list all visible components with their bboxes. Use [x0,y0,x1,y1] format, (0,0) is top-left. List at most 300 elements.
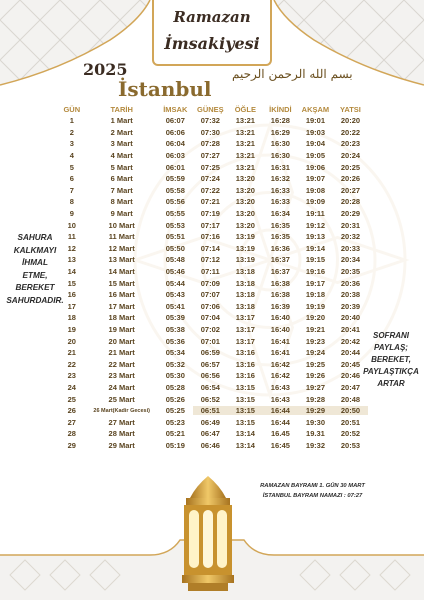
highlighted-cell: 19:29 [298,406,333,415]
table-cell: 05:39 [165,313,185,323]
table-cell: 19:12 [305,220,326,230]
table-cell: 20:52 [340,429,361,439]
table-cell [193,405,228,417]
table-cell: 22 [67,359,76,369]
table-cell: 06:59 [200,348,220,358]
table-cell: 28 [67,429,76,439]
table-cell: 19:15 [305,255,326,265]
table-row [58,289,368,301]
table-row [58,358,368,370]
table-cell: 1 [69,116,74,126]
table-cell: 14 Mart [108,267,135,277]
table-cell: 05:46 [165,267,185,277]
table-cell: 07:22 [200,185,220,195]
table-cell: 05:38 [165,324,185,334]
table-row [58,301,368,313]
table-cell: 16:35 [270,232,290,242]
table-cell: 05:50 [165,243,185,253]
table-cell: 06:03 [165,151,185,161]
table-cell: 16:41 [270,348,290,358]
table-cell: 19:05 [305,151,326,161]
table-cell: 10 Mart [108,220,135,230]
table-cell: 16 [67,290,76,300]
table-cell: 13:14 [235,429,255,439]
table-cell: 16:38 [270,290,290,300]
table-cell: 13:17 [235,324,255,334]
table-cell: 8 Mart [110,197,133,207]
table-cell: 06:57 [200,359,220,369]
page-subtitle: İmsakiyesi [164,34,260,53]
table-cell: 20:32 [340,232,361,242]
table-cell: 20:51 [340,417,361,427]
table-cell: 9 Mart [110,209,133,219]
table-cell: 07:21 [200,197,220,207]
table-header-row [58,104,368,115]
column-header: GÜNEŞ [196,105,224,114]
table-cell: 20:25 [340,162,361,172]
table-cell: 13 [67,255,76,265]
table-cell: 05:36 [165,336,185,346]
table-cell [333,405,368,417]
table-cell: 19:30 [305,417,326,427]
table-cell: 05:25 [165,406,185,416]
table-cell: 19:21 [305,324,326,334]
sahur-line: ETME, [22,270,48,280]
table-cell: 24 [67,382,76,392]
table-cell: 20:45 [340,359,361,369]
table-cell: 06:04 [165,139,185,149]
table-cell: 20:41 [340,324,361,334]
table-cell: 16:35 [270,220,290,230]
column-header: GÜN [63,105,81,114]
table-cell: 5 Mart [110,162,133,172]
bayram-prayer-time: İSTANBUL BAYRAM NAMAZI : 07:27 [262,493,363,499]
table-cell: 07:01 [200,336,220,346]
table-cell: 16:42 [270,359,290,369]
corner-ornament [254,0,424,105]
table-cell: 20:23 [340,139,361,149]
table-row [58,277,368,289]
table-cell: 15 [67,278,76,288]
sofra-line: SOFRANI [373,331,409,340]
table-cell: 20:47 [340,382,361,392]
table-cell: 05:19 [165,440,185,450]
table-cell: 20:38 [340,290,361,300]
table-cell: 05:51 [165,232,185,242]
table-cell: 29 [67,440,76,450]
table-cell: 3 Mart [110,139,133,149]
table-row [58,173,368,185]
table-cell: 13:19 [235,232,255,242]
table-cell: 19:27 [305,382,326,392]
table-cell: 16:34 [270,209,290,219]
table-cell: 16 Mart [108,290,135,300]
table-cell: 23 Mart [108,371,135,381]
table-cell: 13:21 [235,162,255,172]
table-cell: 25 Mart [108,394,135,404]
table-cell: 20:40 [340,313,361,323]
table-cell: 19 Mart [108,324,135,334]
table-cell: 20:33 [340,243,361,253]
table-cell: 16:43 [270,382,290,392]
table-cell: 20:22 [340,127,361,137]
table-cell: 16:43 [270,394,290,404]
table-cell: 05:44 [165,278,185,288]
table-cell: 05:58 [165,185,185,195]
table-cell: 16:33 [270,185,290,195]
table-cell: 17 Mart [108,301,135,311]
table-row [58,150,368,162]
table-cell: 16:38 [270,278,290,288]
table-cell: 18 Mart [108,313,135,323]
table-cell: 13:18 [235,290,255,300]
table-cell: 16:44 [270,417,290,427]
table-cell: 06:46 [200,440,220,450]
table-cell: 05:56 [165,197,185,207]
table-row [58,416,368,428]
table-cell: 07:24 [200,174,220,184]
table-cell: 16:45 [270,440,290,450]
table-cell: 20:34 [340,255,361,265]
table-cell: 05:34 [165,348,185,358]
table-cell: 12 Mart [108,243,135,253]
table-cell: 26 Mart(Kadir Gecesi) [93,407,150,414]
table-body [58,115,368,451]
table-cell: 19:11 [306,209,325,219]
column-header: İKİNDİ [269,105,292,114]
table-cell: 13:21 [235,116,255,126]
table-cell: 13:16 [235,371,255,381]
table-cell [298,405,333,417]
table-cell: 20:35 [340,267,361,277]
table-cell: 05:21 [165,429,185,439]
table-cell: 07:02 [200,324,220,334]
table-cell: 07:09 [200,278,220,288]
table-cell: 20:46 [340,371,361,381]
table-cell: 16:41 [270,336,290,346]
table-cell: 05:26 [165,394,185,404]
table-cell: 19:13 [305,232,326,242]
table-cell: 20:48 [340,394,361,404]
table-cell: 16:39 [270,301,290,311]
column-header: TARİH [110,105,133,114]
sofra-line: BEREKET, [371,355,411,364]
table-cell: 06:52 [200,394,220,404]
table-cell [228,405,263,417]
sahur-line: BEREKET [15,283,55,292]
table-cell: 05:23 [165,417,185,427]
table-row [58,405,368,417]
bayram-info [245,481,380,501]
table-cell: 19:28 [305,394,326,404]
table-cell: 16:42 [270,371,290,381]
table-cell: 13:17 [235,336,255,346]
table-row [58,127,368,139]
table-row [58,393,368,405]
table-cell: 20 [67,336,76,346]
table-cell: 27 Mart [108,417,135,427]
table-cell: 16:28 [270,116,290,126]
table-cell: 20:24 [340,151,361,161]
table-cell: 07:11 [200,267,220,277]
table-cell: 16.45 [271,429,290,439]
table-cell: 13:20 [235,220,255,230]
table-cell: 2 Mart [110,127,133,137]
table-cell: 13:18 [235,301,255,311]
city-label: İstanbul [118,77,212,101]
table-cell: 13:14 [235,440,255,450]
table-cell: 13:21 [235,139,255,149]
table-cell: 20 Mart [108,336,135,346]
table-row [58,231,368,243]
highlighted-cell: 16:44 [263,406,298,415]
table-cell: 13:15 [235,382,255,392]
table-cell [263,405,298,417]
table-cell: 20:26 [340,174,361,184]
table-cell: 13:15 [235,417,255,427]
table-cell: 12 [67,243,76,253]
table-cell: 06:54 [200,382,220,392]
table-cell: 06:06 [165,127,185,137]
column-header: YATSI [340,105,361,114]
table-row [58,161,368,173]
table-row [58,347,368,359]
table-cell: 06:49 [200,417,220,427]
table-cell: 21 [67,348,76,358]
table-cell: 20:27 [340,185,361,195]
table-cell: 13:20 [235,197,255,207]
table-cell: 07:14 [200,243,220,253]
table-cell: 19:08 [305,185,326,195]
table-cell: 13:18 [235,267,255,277]
table-cell: 8 [69,197,74,207]
table-row [58,196,368,208]
sofra-line: ARTAR [377,379,405,388]
table-row [58,312,368,324]
table-cell: 11 Mart [108,232,135,242]
table-cell: 07:04 [200,313,220,323]
table-row [58,243,368,255]
table-cell: 19:32 [305,440,326,450]
table-cell: 10 [67,220,76,230]
table-cell: 16:36 [270,243,290,253]
table-cell: 20:39 [340,301,361,311]
table-cell: 18 [67,313,76,323]
sofra-line: PAYLAŞTIKÇA [363,367,419,376]
table-cell: 07:32 [200,116,220,126]
table-row [58,219,368,231]
table-cell: 7 Mart [110,185,133,195]
table-cell: 06:01 [165,162,185,172]
table-row [58,138,368,150]
table-cell: 20:31 [340,220,361,230]
table-cell: 16:37 [270,267,290,277]
sahur-line: SAHURDADIR. [6,295,64,305]
highlighted-cell: 06:51 [193,406,228,415]
table-cell: 05:43 [165,290,185,300]
table-cell: 19:16 [305,267,326,277]
page-title: Ramazan [173,8,251,26]
column-header: ÖĞLE [234,105,256,114]
highlighted-cell: 13:15 [228,406,263,415]
table-cell: 06:56 [200,371,220,381]
column-header: AKŞAM [301,105,330,114]
table-cell: 20:20 [340,116,361,126]
table-cell: 20:53 [340,440,361,450]
table-cell: 19:24 [305,348,326,358]
table-cell: 13:20 [235,185,255,195]
table-cell: 05:48 [165,255,185,265]
table-cell: 07:06 [200,301,220,311]
highlighted-cell: 20:50 [333,406,368,415]
sahur-line: KALKMAYI [13,245,57,255]
year-label: 2025 [83,60,128,79]
table-cell: 07:07 [200,290,220,300]
table-cell: 19:23 [305,336,326,346]
sahur-line: SAHURA [17,233,53,242]
table-cell: 19:04 [305,139,326,149]
table-cell: 19:26 [305,371,326,381]
table-cell: 5 [69,162,74,172]
table-cell: 20:28 [340,197,361,207]
table-cell: 19:07 [305,174,326,184]
table-cell: 16:33 [270,197,290,207]
bayram-date: RAMAZAN BAYRAMI 1. GÜN 30 MART [260,483,365,489]
table-row [58,382,368,394]
sofra-message [358,330,424,390]
table-cell: 19:20 [305,313,326,323]
table-cell: 13:17 [235,313,255,323]
table-cell: 07:27 [200,151,220,161]
table-cell: 19:25 [305,359,326,369]
table-row [58,254,368,266]
table-row [58,266,368,278]
table-cell: 23 [67,371,76,381]
table-row [58,208,368,220]
table-cell: 16:29 [270,127,290,137]
table-cell: 19:19 [305,301,326,311]
table-cell: 20:42 [340,336,361,346]
table-cell: 4 [69,151,74,161]
table-cell: 13:21 [235,151,255,161]
table-cell: 28 Mart [108,429,135,439]
column-header: İMSAK [163,105,188,114]
table-cell: 27 [67,417,76,427]
table-cell: 07:16 [200,232,220,242]
table-cell: 13:19 [235,243,255,253]
table-cell: 07:30 [200,127,220,137]
table-cell: 06:47 [200,429,220,439]
table-cell: 19 [67,324,76,334]
table-cell: 16:37 [270,255,290,265]
table-cell: 3 [69,139,74,149]
table-cell: 22 Mart [108,359,135,369]
table-cell: 16:40 [270,324,290,334]
table-cell: 13:20 [235,209,255,219]
table-row [58,440,368,452]
table-cell: 19:17 [305,278,326,288]
bismillah-calligraphy: بسم الله الرحمن الرحيم [232,67,353,81]
table-cell: 4 Mart [110,151,133,161]
table-cell: 9 [69,209,74,219]
table-row [58,428,368,440]
lantern-illustration [168,472,248,594]
table-cell: 05:59 [165,174,185,184]
table-cell: 16:30 [270,151,290,161]
sahur-line: İHMAL [22,258,48,267]
table-cell: 26 [67,406,76,416]
table-cell: 7 [69,185,74,195]
prayer-times-table [58,104,368,451]
table-cell: 05:41 [165,301,185,311]
table-cell: 05:30 [165,371,185,381]
table-cell: 16:40 [270,313,290,323]
table-row [58,335,368,347]
table-cell: 19:18 [305,290,326,300]
table-cell: 19:06 [305,162,326,172]
table-cell: 16:30 [270,139,290,149]
table-cell: 19:01 [305,116,326,126]
table-cell: 6 Mart [110,174,133,184]
table-cell: 13 Mart [108,255,135,265]
table-cell: 20:29 [340,209,361,219]
table-row [58,370,368,382]
table-cell: 07:28 [200,139,220,149]
table-cell: 16:31 [270,162,290,172]
table-cell: 13:16 [235,348,255,358]
table-cell: 13:18 [235,278,255,288]
table-row [58,115,368,127]
table-cell: 15 Mart [108,278,135,288]
table-cell: 13:19 [235,255,255,265]
table-cell: 05:28 [165,382,185,392]
table-cell: 29 Mart [108,440,135,450]
table-cell: 19:03 [305,127,326,137]
table-cell: 16:32 [270,174,290,184]
table-cell: 06:07 [165,116,185,126]
table-cell: 1 Mart [110,116,133,126]
table-cell: 21 Mart [108,348,135,358]
table-cell: 25 [67,394,76,404]
table-cell: 07:19 [200,209,220,219]
table-cell: 24 Mart [108,382,135,392]
table-cell: 05:55 [165,209,185,219]
table-cell: 05:32 [165,359,185,369]
table-cell: 19:09 [305,197,326,207]
table-cell: 19:14 [305,243,326,253]
sahur-message [3,232,67,307]
table-cell: 2 [69,127,74,137]
sofra-line: PAYLAŞ; [374,343,408,352]
table-cell: 07:12 [200,255,220,265]
table-cell: 13:15 [235,394,255,404]
table-cell: 6 [69,174,74,184]
table-cell: 17 [67,301,76,311]
table-cell: 20:36 [340,278,361,288]
table-cell: 11 [67,232,76,242]
table-cell: 07:17 [200,220,220,230]
table-row [58,324,368,336]
table-row [58,185,368,197]
table-cell: 07:25 [200,162,220,172]
table-cell: 14 [67,267,76,277]
table-cell: 05:53 [165,220,185,230]
table-cell: 20:44 [340,348,361,358]
table-cell: 13:16 [235,359,255,369]
table-cell: 13:20 [235,174,255,184]
table-cell: 19.31 [306,429,325,439]
table-cell: 13:21 [235,127,255,137]
